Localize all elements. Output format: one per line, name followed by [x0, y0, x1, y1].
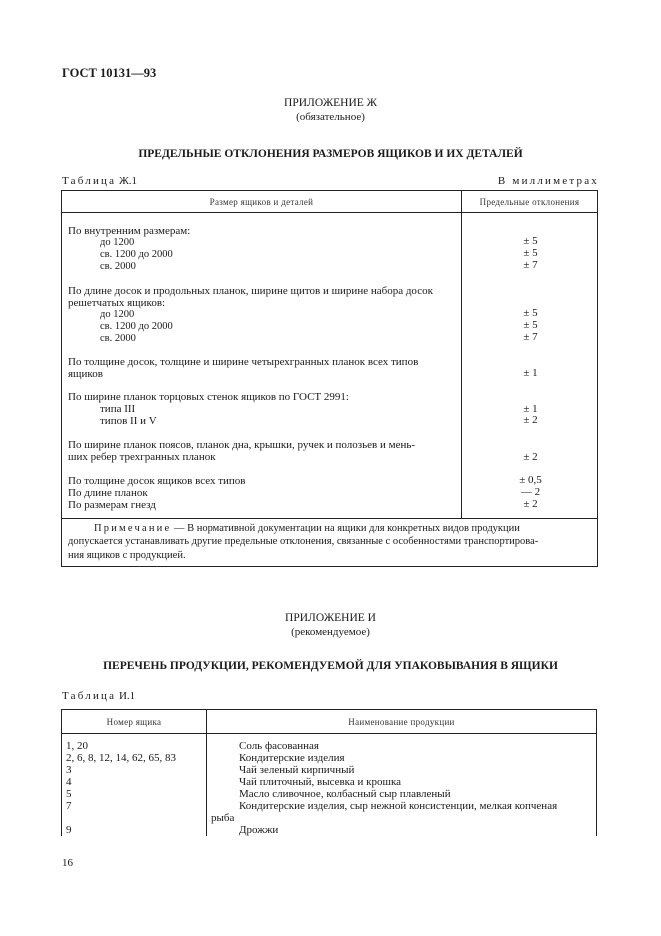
table-value: ± 5	[523, 235, 538, 247]
table-row: По размерам гнезд	[68, 499, 156, 511]
table-cell: 4	[66, 776, 72, 788]
table-row: св. 2000	[100, 261, 136, 272]
table-cell: 5	[66, 788, 72, 800]
table-value: ± 2	[523, 414, 538, 426]
note-label: Примечание	[94, 523, 172, 534]
table-i-label	[62, 690, 135, 702]
table-row: св. 1200 до 2000	[100, 249, 173, 260]
appendix-i-status: (рекомендуемое)	[291, 626, 370, 638]
table-cell: Чай плиточный, высевка и крошка	[239, 776, 402, 788]
table-row: решетчатых ящиков:	[68, 297, 166, 309]
table-cell: 3	[66, 764, 72, 776]
table-zh-label	[62, 175, 137, 187]
table-row: св. 2000	[100, 333, 136, 344]
table-i-col1-header: Номер ящика	[106, 717, 162, 727]
note-text: ния ящиков с продукцией.	[68, 549, 186, 561]
table-row: По толщине досок, толщине и ширине четырехгранных планок всех типов	[68, 356, 419, 368]
table-cell: Кондитерские изделия	[239, 752, 345, 764]
table-value: ± 0,5	[519, 474, 542, 486]
table-label-number: И.1	[118, 690, 136, 702]
table-row: По внутренним размерам:	[68, 225, 191, 237]
table-cell: Кондитерские изделия, сыр нежной консистенции, мелкая копченая	[239, 800, 558, 812]
table-value: ± 5	[523, 319, 538, 331]
appendix-i-title: ПРИЛОЖЕНИЕ И	[285, 612, 376, 624]
table-row: По ширине планок поясов, планок дна, крышки, ручек и полозьев и мень-	[68, 439, 416, 451]
table-cell: 7	[66, 800, 72, 812]
table-row: типов II и V	[100, 415, 157, 427]
units-label: В миллиметрах	[497, 175, 599, 187]
document-id: ГОСТ 10131—93	[62, 66, 157, 80]
table-label-number: Ж.1	[118, 175, 138, 187]
table-label-prefix: Таблица	[62, 690, 117, 702]
table-note	[68, 522, 590, 562]
table-cell: Масло сливочное, колбасный сыр плавленый	[239, 788, 451, 800]
table-cell: 9	[66, 824, 72, 836]
table-value: ± 5	[523, 307, 538, 319]
table-cell: Чай зеленый кирпичный	[239, 764, 355, 776]
table-row: ящиков	[68, 368, 103, 380]
table-cell: Дрожжи	[239, 824, 279, 836]
table-row: до 1200	[100, 309, 135, 320]
table-value: ± 2	[523, 498, 538, 510]
appendix-zh-status: (обязательное)	[296, 111, 365, 123]
table-cell: Соль фасованная	[239, 740, 319, 752]
table-zh-col2-header: Предельные отклонения	[479, 197, 580, 207]
table-row: По толщине досок ящиков всех типов	[68, 475, 246, 487]
table-row: типа III	[100, 403, 136, 415]
table-cell: 1, 20	[66, 740, 88, 752]
table-value: ± 5	[523, 247, 538, 259]
table-value: — 2	[520, 486, 541, 498]
table-row: По длине досок и продольных планок, ширине щитов и ширине набора досок	[68, 285, 433, 297]
table-row: до 1200	[100, 237, 135, 248]
table-value: ± 7	[523, 331, 538, 343]
appendix-i-heading: ПЕРЕЧЕНЬ ПРОДУКЦИИ, РЕКОМЕНДУЕМОЙ ДЛЯ УПАКОВЫВАНИЯ В ЯЩИКИ	[103, 660, 558, 672]
table-i-col2-header: Наименование продукции	[348, 717, 455, 727]
page-number: 16	[62, 857, 73, 869]
table-value: ± 1	[523, 403, 538, 415]
table-cell: рыба	[211, 812, 235, 824]
table-value: ± 2	[523, 451, 538, 463]
table-value: ± 7	[523, 259, 538, 271]
note-text: — В нормативной документации на ящики для конкретных видов продукции	[173, 523, 520, 534]
appendix-zh-heading: ПРЕДЕЛЬНЫЕ ОТКЛОНЕНИЯ РАЗМЕРОВ ЯЩИКОВ И ИХ ДЕТАЛЕЙ	[138, 148, 523, 160]
table-value: ± 1	[523, 367, 538, 379]
table-row: ших ребер трехгранных планок	[68, 451, 216, 463]
table-row: По ширине планок торцовых стенок ящиков по ГОСТ 2991:	[68, 391, 349, 403]
appendix-zh-title: ПРИЛОЖЕНИЕ Ж	[284, 97, 377, 109]
table-row: св. 1200 до 2000	[100, 321, 173, 332]
table-cell: 2, 6, 8, 12, 14, 62, 65, 83	[66, 752, 176, 764]
table-zh-col1-header: Размер ящиков и деталей	[209, 197, 314, 207]
table-label-prefix: Таблица	[62, 175, 117, 187]
table-row: По длине планок	[68, 487, 148, 499]
note-text: допускается устанавливать другие предельные отклонения, связанные с особенностями транспортирова-	[68, 536, 539, 548]
